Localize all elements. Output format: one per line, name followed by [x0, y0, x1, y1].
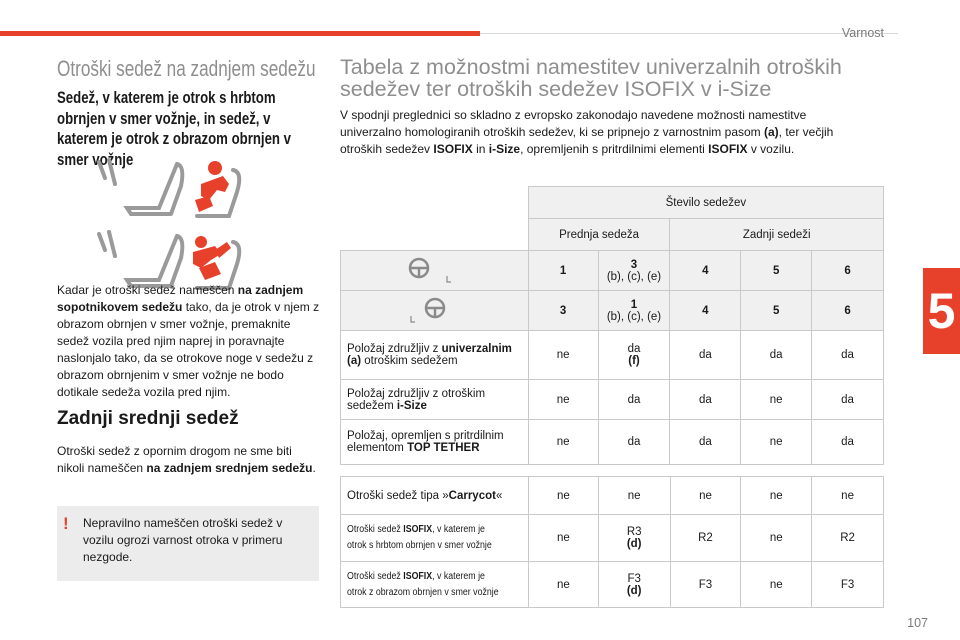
- seat-table: [340, 186, 884, 465]
- row-label: Položaj, opremljen s pritrdilnim elementom TOP TETHER: [341, 420, 529, 465]
- table-cell: da: [598, 420, 670, 465]
- table-cell: ne: [741, 477, 812, 515]
- table-cell: [341, 219, 529, 251]
- head-front-seats: Prednja sedeža: [528, 219, 670, 251]
- table-row: [341, 420, 884, 465]
- table-cell: ne: [741, 515, 812, 562]
- row-label: Otroški sedež ISOFIX, v katerem je otrok s hrbtom obrnjen v smer vožnje: [341, 515, 529, 562]
- chapter-tab: 5: [923, 268, 960, 354]
- steering-wheel-rhd-icon: [343, 294, 526, 328]
- table-row: [341, 251, 884, 291]
- top-accent-bar: [0, 31, 480, 36]
- row-label: Otroški sedež ISOFIX, v katerem je otrok z obrazom obrnjen v smer vožnje: [341, 562, 529, 608]
- warning-icon: !: [63, 514, 69, 533]
- table-cell: ne: [528, 380, 598, 420]
- table-row: [341, 291, 884, 331]
- table-cell: [341, 187, 529, 219]
- row-label: Položaj združljiv z univerzalnim (a) otroškim sedežem: [341, 331, 529, 380]
- table-cell: [341, 291, 529, 331]
- rear-middle-heading: Zadnji srednji sedež: [57, 408, 239, 429]
- table-cell: ne: [598, 477, 670, 515]
- table-intro: V spodnji preglednici so skladno z evropsko zakonodajo navedene možnosti namestitve univerzalno homologiranih otroških sedežev, ki se pripnejo z varnostnim pasom (a), ter večjih otroških sedežev ISOFIX in i-Size, opremljenih s pritrdilnimi elementi ISOFIX v vozilu.: [340, 108, 834, 156]
- table-row: [341, 331, 884, 380]
- page-number: 107: [907, 616, 928, 630]
- table-cell: ne: [812, 477, 884, 515]
- table-head-row: [341, 187, 884, 219]
- table-row: [341, 477, 884, 515]
- table-subhead-row: [341, 219, 884, 251]
- table-cell: 3 (b), (c), (e): [598, 251, 670, 291]
- left-subtitle: Sedež, v katerem je otrok s hrbtom obrnjen v smer vožnje, in sedež, v katerem je otrok z obrazom obrnjen v smer vožnje: [57, 89, 291, 169]
- table-cell: 1: [528, 251, 598, 291]
- section-name: Varnost: [841, 26, 884, 40]
- table-cell: R3 (d): [598, 515, 670, 562]
- top-rule: [480, 33, 898, 34]
- rear-middle-paragraph: Otroški sedež z opornim drogom ne sme biti nikoli nameščen na zadnjem srednjem sedežu.: [57, 444, 316, 475]
- row-label: Položaj združljiv z otroškim sedežem i-Size: [341, 380, 529, 420]
- table-cell: da: [670, 420, 741, 465]
- table-cell: 5: [741, 291, 812, 331]
- table-cell: [341, 251, 529, 291]
- table-cell: 3: [528, 291, 598, 331]
- table-cell: 5: [741, 251, 812, 291]
- right-column: [340, 55, 885, 156]
- table-cell: ne: [670, 477, 741, 515]
- table-cell: da: [741, 331, 812, 380]
- left-title: Otroški sedež na zadnjem sedežu: [57, 56, 316, 81]
- table-cell: da (f): [598, 331, 670, 380]
- table-cell: R2: [812, 515, 884, 562]
- table-cell: ne: [528, 477, 598, 515]
- table-cell: 4: [670, 291, 741, 331]
- table-cell: ne: [741, 380, 812, 420]
- table-cell: da: [598, 380, 670, 420]
- steering-wheel-lhd-icon: [343, 254, 526, 288]
- warning-text: Nepravilno nameščen otroški sedež v vozilu ogrozi varnost otroka v primeru nezgode.: [83, 516, 283, 564]
- table-cell: ne: [528, 331, 598, 380]
- table-cell: da: [670, 331, 741, 380]
- head-rear-seats: Zadnji sedeži: [670, 219, 884, 251]
- table-cell: ne: [528, 515, 598, 562]
- table-cell: F3: [812, 562, 884, 608]
- table-title: Tabela z možnostmi namestitev univerzalnih otroških sedežev ter otroških sedežev ISOFIX v i-Size: [340, 55, 842, 101]
- rear-seat-paragraph: Kadar je otroški sedež nameščen na zadnjem sopotnikovem sedežu tako, da je otrok v njem z obrazom obrnjen v smer vožnje, premaknite sedež vozila pred njim naprej in poravnajte naslonjalo tako, da se otrokove noge v sedežu z obrazom obrnjenim v smer vožnje ne bodo dotikale sedeža vozila pred njim.: [57, 283, 320, 399]
- table-cell: 4: [670, 251, 741, 291]
- head-seat-count: Število sedežev: [528, 187, 883, 219]
- row-label: Otroški sedež tipa »Carrycot«: [341, 477, 529, 515]
- table-cell: da: [812, 380, 884, 420]
- table-row: [341, 515, 884, 562]
- table-cell: ne: [528, 562, 598, 608]
- table-row: [341, 562, 884, 608]
- table-row: [341, 380, 884, 420]
- left-column: [57, 56, 320, 564]
- table-cell: da: [812, 420, 884, 465]
- table-cell: 6: [812, 251, 884, 291]
- warning-box: [57, 506, 319, 581]
- table-cell: R2: [670, 515, 741, 562]
- table-cell: 6: [812, 291, 884, 331]
- isofix-table: [340, 476, 884, 608]
- table-cell: ne: [741, 562, 812, 608]
- table-cell: 1 (b), (c), (e): [598, 291, 670, 331]
- table-cell: F3: [670, 562, 741, 608]
- table-cell: F3 (d): [598, 562, 670, 608]
- table-cell: ne: [741, 420, 812, 465]
- table-cell: da: [812, 331, 884, 380]
- table-cell: da: [670, 380, 741, 420]
- table-cell: ne: [528, 420, 598, 465]
